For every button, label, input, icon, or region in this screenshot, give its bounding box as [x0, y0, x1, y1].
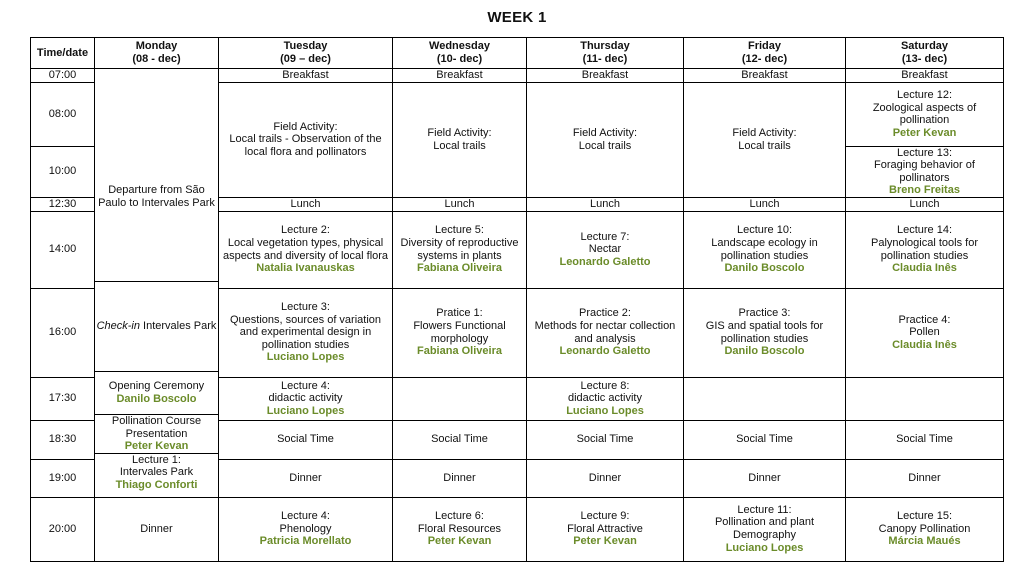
friday-field-activity: Field Activity: Local trails	[684, 82, 846, 197]
friday-dinner: Dinner	[684, 459, 846, 497]
speaker-name: Luciano Lopes	[566, 404, 644, 417]
header-wednesday: Wednesday (10- dec)	[393, 38, 527, 69]
speaker-name: Peter Kevan	[427, 535, 492, 548]
time-1600: 16:00	[31, 288, 95, 377]
saturday-lecture-12: Lecture 12: Zoological aspects of pollination Peter Kevan	[846, 82, 1004, 146]
tuesday-social: Social Time	[219, 420, 393, 459]
thursday-lecture-9: Lecture 9: Floral Attractive Peter Kevan	[527, 497, 684, 561]
monday-lecture-1: Lecture 1: Intervales Park Thiago Conforti	[115, 453, 198, 491]
monday-dinner: Dinner	[95, 497, 219, 561]
page-title: WEEK 1	[487, 9, 547, 26]
tuesday-lecture-4: Lecture 4: didactic activity Luciano Lopes	[219, 377, 393, 420]
tuesday-lecture-2: Lecture 2: Local vegetation types, physical aspects and diversity of local flora Natalia Ivanauskas	[219, 211, 393, 288]
thursday-practice-2: Practice 2: Methods for nectar collection and analysis Leonardo Galetto	[527, 288, 684, 377]
speaker-name: Danilo Boscolo	[724, 345, 805, 358]
friday-lunch: Lunch	[684, 197, 846, 211]
saturday-dinner: Dinner	[846, 459, 1004, 497]
saturday-breakfast: Breakfast	[846, 69, 1004, 83]
time-1000: 10:00	[31, 146, 95, 197]
speaker-name: Peter Kevan	[124, 440, 189, 453]
saturday-practice-4: Practice 4: Pollen Claudia Inês	[846, 288, 1004, 377]
tuesday-field-activity: Field Activity: Local trails - Observation of the local flora and pollinators	[219, 82, 393, 197]
wednesday-field-activity: Field Activity: Local trails	[393, 82, 527, 197]
header-friday: Friday (12- dec)	[684, 38, 846, 69]
monday-opening-ceremony: Opening Ceremony Danilo Boscolo	[95, 372, 218, 415]
tuesday-dinner: Dinner	[219, 459, 393, 497]
thursday-lecture-7: Lecture 7: Nectar Leonardo Galetto	[527, 211, 684, 288]
speaker-name: Peter Kevan	[573, 535, 637, 548]
time-1900: 19:00	[31, 459, 95, 497]
saturday-social: Social Time	[846, 420, 1004, 459]
header-time: Time/date	[31, 38, 95, 69]
time-1730: 17:30	[31, 377, 95, 420]
speaker-name: Fabiana Oliveira	[417, 345, 502, 358]
header-tuesday: Tuesday (09 – dec)	[219, 38, 393, 69]
speaker-name: Breno Freitas	[889, 184, 960, 197]
thursday-lunch: Lunch	[527, 197, 684, 211]
thursday-field-activity: Field Activity: Local trails	[527, 82, 684, 197]
speaker-name: Claudia Inês	[892, 338, 957, 351]
speaker-name: Claudia Inês	[892, 262, 957, 275]
speaker-name: Fabiana Oliveira	[417, 262, 502, 275]
header-thursday: Thursday (11- dec)	[527, 38, 684, 69]
tuesday-lecture-3: Lecture 3: Questions, sources of variation and experimental design in pollination studies Luciano Lopes	[219, 288, 393, 377]
speaker-name: Márcia Maués	[888, 535, 961, 548]
thursday-breakfast: Breakfast	[527, 69, 684, 83]
friday-lecture-10: Lecture 10: Landscape ecology in pollination studies Danilo Boscolo	[684, 211, 846, 288]
time-1230: 12:30	[31, 197, 95, 211]
speaker-name: Luciano Lopes	[725, 541, 804, 554]
speaker-name: Luciano Lopes	[266, 351, 345, 364]
tuesday-lunch: Lunch	[219, 197, 393, 211]
wednesday-lunch: Lunch	[393, 197, 527, 211]
wednesday-lecture-5: Lecture 5: Diversity of reproductive systems in plants Fabiana Oliveira	[393, 211, 527, 288]
saturday-lecture-15: Lecture 15: Canopy Pollination Márcia Maués	[846, 497, 1004, 561]
speaker-name: Leonardo Galetto	[559, 345, 651, 358]
speaker-name: Peter Kevan	[892, 126, 957, 139]
time-0700: 07:00	[31, 69, 95, 83]
saturday-lunch: Lunch	[846, 197, 1004, 211]
wednesday-dinner: Dinner	[393, 459, 527, 497]
friday-practice-3: Practice 3: GIS and spatial tools for pollination studies Danilo Boscolo	[684, 288, 846, 377]
time-1830: 18:30	[31, 420, 95, 459]
thursday-social: Social Time	[527, 420, 684, 459]
monday-checkin: Check-in Intervales Park	[95, 282, 218, 372]
monday-departure: Departure from São Paulo to Intervales Park	[95, 69, 219, 498]
monday-course-presentation: Pollination Course Presentation Peter Kevan	[95, 415, 218, 454]
speaker-name: Thiago Conforti	[115, 478, 198, 491]
monday-evening-column	[95, 281, 218, 491]
friday-breakfast: Breakfast	[684, 69, 846, 83]
time-2000: 20:00	[31, 497, 95, 561]
saturday-empty	[846, 377, 1004, 420]
speaker-name: Luciano Lopes	[266, 404, 345, 417]
time-1400: 14:00	[31, 211, 95, 288]
speaker-name: Natalia Ivanauskas	[256, 262, 355, 275]
friday-empty	[684, 377, 846, 420]
header-row	[31, 38, 1004, 69]
thursday-dinner: Dinner	[527, 459, 684, 497]
wednesday-empty	[393, 377, 527, 420]
tuesday-lecture-4-phenology: Lecture 4: Phenology Patricia Morellato	[219, 497, 393, 561]
speaker-name: Leonardo Galetto	[559, 255, 651, 268]
tuesday-breakfast: Breakfast	[219, 69, 393, 83]
wednesday-practice-1: Pratice 1: Flowers Functional morphology Fabiana Oliveira	[393, 288, 527, 377]
speaker-name: Patricia Morellato	[259, 535, 352, 548]
header-saturday: Saturday (13- dec)	[846, 38, 1004, 69]
time-0800: 08:00	[31, 82, 95, 146]
friday-social: Social Time	[684, 420, 846, 459]
friday-lecture-11: Lecture 11: Pollination and plant Demography Luciano Lopes	[684, 497, 846, 561]
speaker-name: Danilo Boscolo	[724, 262, 805, 275]
speaker-name: Danilo Boscolo	[116, 393, 197, 405]
thursday-lecture-8: Lecture 8: didactic activity Luciano Lopes	[527, 377, 684, 420]
wednesday-social: Social Time	[393, 420, 527, 459]
header-monday: Monday (08 - dec)	[95, 38, 219, 69]
wednesday-breakfast: Breakfast	[393, 69, 527, 83]
saturday-lecture-14: Lecture 14: Palynological tools for pollination studies Claudia Inês	[846, 211, 1004, 288]
saturday-lecture-13: Lecture 13: Foraging behavior of pollinators Breno Freitas	[846, 146, 1004, 197]
wednesday-lecture-6: Lecture 6: Floral Resources Peter Kevan	[393, 497, 527, 561]
